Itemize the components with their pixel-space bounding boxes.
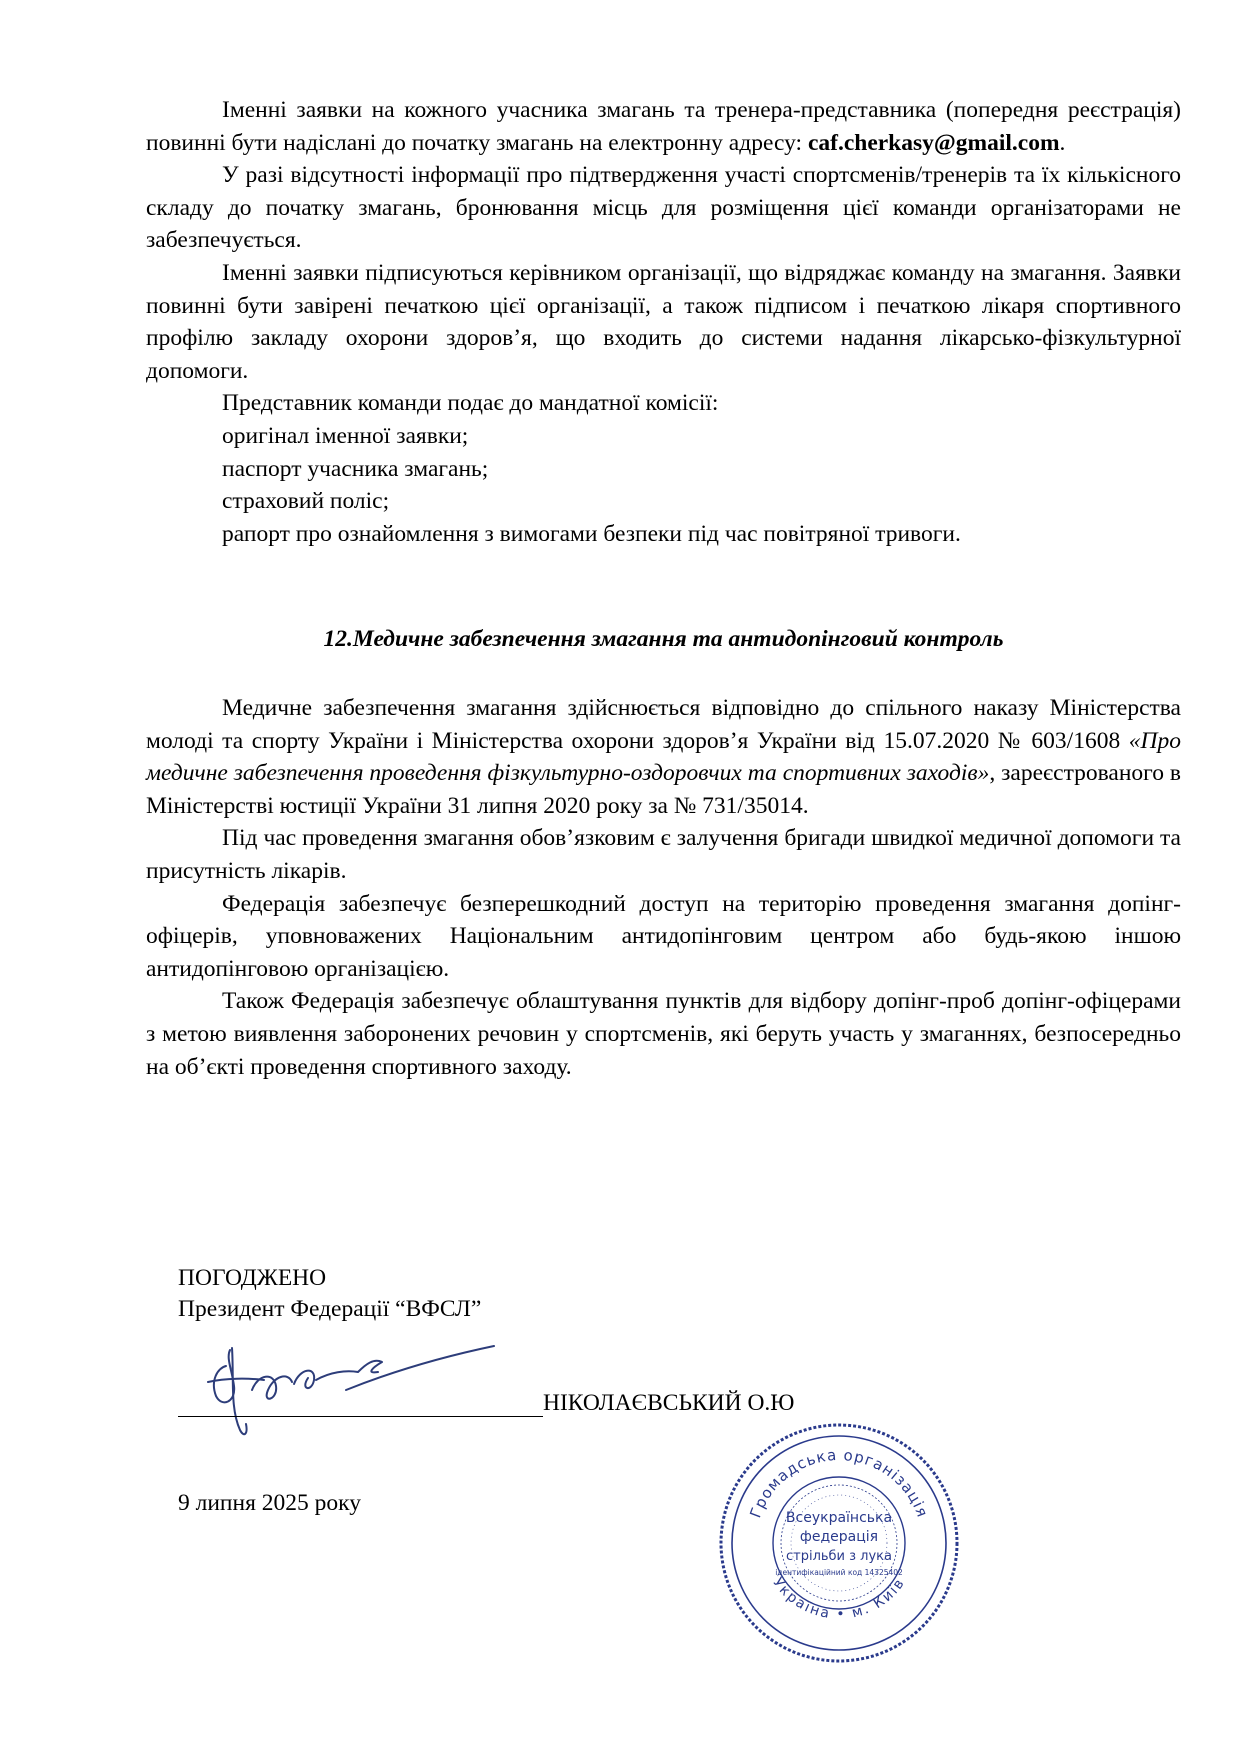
doping-access-paragraph: Федерація забезпечує безперешкодний доступ на територію проведення змагання допінг-офіцерів, уповноважених Національним антидопінговим центром або будь-якою іншою антидопінговою організацією. xyxy=(146,890,1181,982)
commission-intro: Представник команди подає до мандатної комісії: xyxy=(222,390,719,417)
contact-email[interactable]: caf.cherkasy@gmail.com xyxy=(807,129,1060,156)
signature-rule xyxy=(178,1390,543,1417)
approval-position: Президент Федерації “ВФСЛ” xyxy=(178,1296,482,1322)
section-12-body xyxy=(146,692,1181,1083)
stamp-line-2: федерація xyxy=(799,1529,879,1545)
doping-points-paragraph: Також Федерація забезпечує облаштування пунктів для відбору допінг-проб допінг-офіцерами з метою виявлення заборонених речовин у спортсменів, які беруть участь у змаганнях, безпосередньо на об’єкті проведення спортивного заходу. xyxy=(146,988,1181,1080)
svg-text:Україна • м. Київ xyxy=(769,1575,908,1623)
stamp-outer-text: Громадська організація xyxy=(746,1445,932,1521)
registration-text: Іменні заявки на кожного учасника змагань та тренера-представника (попередня реєстрація) повинні бути надіслані до початку змагань на електронну адресу: xyxy=(146,97,1181,156)
approval-title: ПОГОДЖЕНО xyxy=(178,1265,327,1291)
ambulance-paragraph: Під час проведення змагання обов’язковим є залучення бригади швидкої медичної допомоги та присутність лікарів. xyxy=(146,825,1181,884)
document-item: оригінал іменної заявки; xyxy=(222,422,469,449)
order-title: «Про медичне забезпечення проведення фізкультурно-оздоровчих та спортивних заходів» xyxy=(146,727,1181,787)
medical-text-b: , зареєстрованого в Міністерстві юстиції України 31 липня 2020 року за № 731/35014. xyxy=(146,760,1181,819)
medical-paragraph xyxy=(146,692,1181,822)
registration-paragraph xyxy=(146,94,1181,159)
stamp-line-3: стрільби з лука xyxy=(785,1549,893,1564)
signatory-name: НІКОЛАЄВСЬКИЙ О.Ю xyxy=(543,1390,795,1416)
stamp-bottom-text: Україна • м. Київ xyxy=(769,1574,909,1623)
section-1-body xyxy=(146,94,1181,550)
stamp-code: ідентифікаційний код 14325402 xyxy=(775,1568,903,1577)
medical-text-a: Медичне забезпечення змагання здійснюється відповідно до спільного наказу Міністерства молоді та спорту України і Міністерства охорони здоров’я України від 15.07.2020 № 603/1608 xyxy=(146,695,1181,754)
document-item: страховий поліс; xyxy=(222,488,390,515)
document-item: рапорт про ознайомлення з вимогами безпеки під час повітряної тривоги. xyxy=(222,520,961,547)
approval-block xyxy=(178,1263,481,1325)
approval-date: 9 липня 2025 року xyxy=(178,1490,361,1516)
signing-paragraph: Іменні заявки підписуються керівником організації, що відряджає команду на змагання. Заявки повинні бути завірені печаткою цієї організації, а також підписом і печаткою лікаря спортивного профілю закладу охорони здоров’я, що входить до системи надання лікарсько-фізкультурної допомоги. xyxy=(146,259,1181,384)
section-12-heading: 12.Медичне забезпечення змагання та антидопінговий контроль xyxy=(323,626,1004,652)
stamp-line-1: Всеукраїнська xyxy=(785,1510,893,1526)
document-item: паспорт учасника змагань; xyxy=(222,455,489,482)
booking-paragraph: У разі відсутності інформації про підтвердження участі спортсменів/тренерів та їх кількісного складу до початку змагань, бронювання місць для розміщення цієї команди організаторами не забезпечується. xyxy=(146,162,1181,254)
federation-stamp xyxy=(714,1418,964,1668)
registration-end: . xyxy=(1059,129,1066,156)
signature-line xyxy=(178,1390,794,1417)
